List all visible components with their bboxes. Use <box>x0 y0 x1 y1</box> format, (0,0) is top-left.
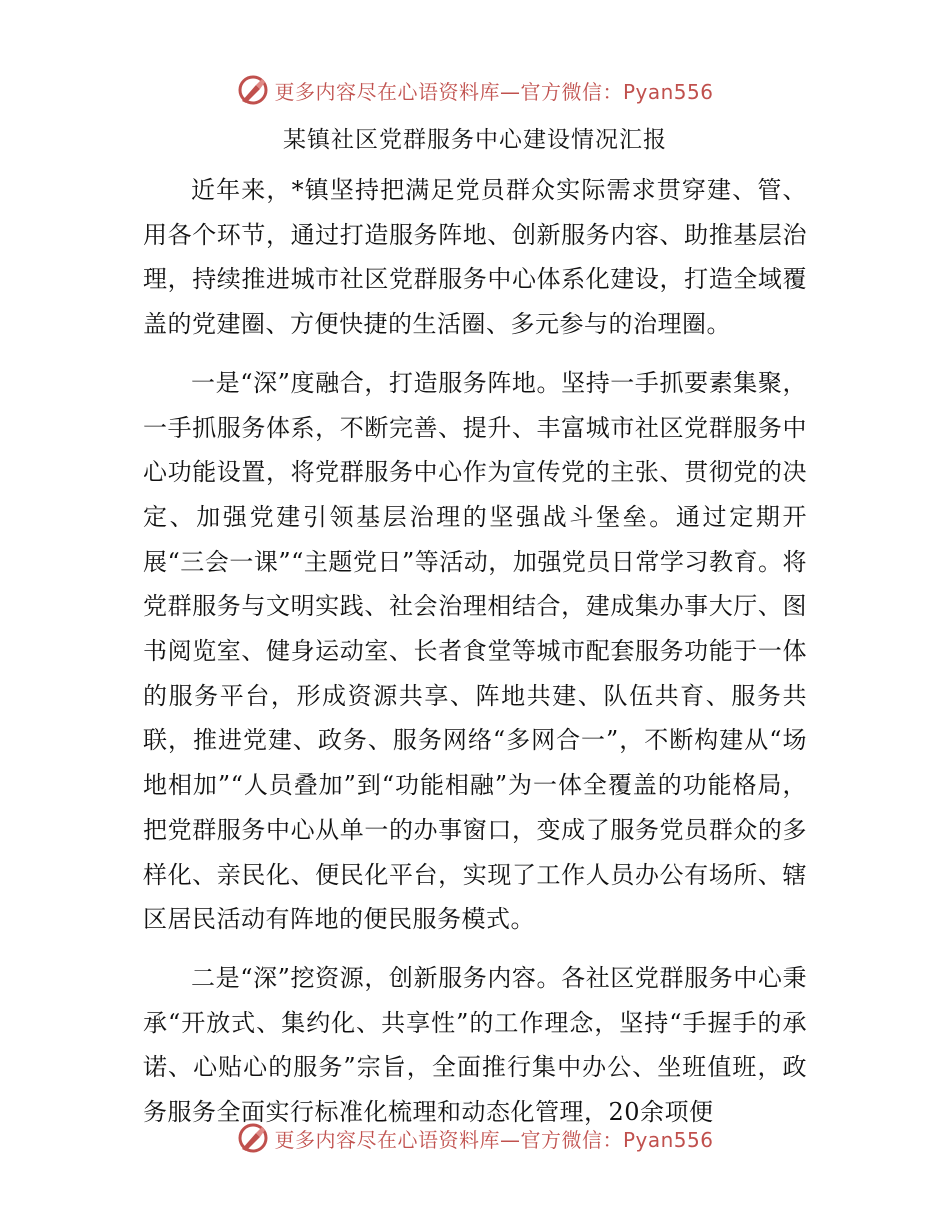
watermark-text: 更多内容尽在心语资料库—官方微信：Pyan556 <box>274 79 714 104</box>
paragraph-intro: 近年来，*镇坚持把满足党员群众实际需求贯穿建、管、用各个环节，通过打造服务阵地、创新服务内容、助推基层治理，持续推进城市社区党群服务中心体系化建设，打造全域覆盖的党建圈、方便快捷的生活圈、多元参与的治理圈。 <box>143 176 807 339</box>
paragraph-section-1: 一是“深”度融合，打造服务阵地。坚持一手抓要素集聚，一手抓服务体系，不断完善、提升、丰富城市社区党群服务中心功能设置，将党群服务中心作为宣传党的主张、贯彻党的决定、加强党建引领基层治理的坚强战斗堡垒。通过定期开展“三会一课”“主题党日”等活动，加强党员日常学习教育。将党群服务与文明实践、社会治理相结合，建成集办事大厅、图书阅览室、健身运动室、长者食堂等城市配套服务功能于一体的服务平台，形成资源共享、阵地共建、队伍共育、服务共联，推进党建、政务、服务网络“多网合一”，不断构建从“场地相加”“人员叠加”到“功能相融”为一体全覆盖的功能格局，把党群服务中心从单一的办事窗口，变成了服务党员群众的多样化、亲民化、便民化平台，实现了工作人员办公有场所、辖区居民活动有阵地的便民服务模式。 <box>143 368 807 934</box>
document-title: 某镇社区党群服务中心建设情况汇报 <box>283 127 667 153</box>
watermark-footer <box>0 1118 950 1158</box>
paragraph-section-2: 二是“深”挖资源，创新服务内容。各社区党群服务中心秉承“开放式、集约化、共享性”的工作理念，坚持“手握手的承诺、心贴心的服务”宗旨，全面推行集中办公、坐班值班，政务服务全面实行标准化梳理和动态化管理，20余项便 <box>143 963 807 1127</box>
watermark-logo-icon <box>236 73 270 107</box>
document-body <box>143 168 807 1149</box>
watermark-logo-icon <box>236 1121 270 1155</box>
watermark-text: 更多内容尽在心语资料库—官方微信：Pyan556 <box>274 1127 714 1152</box>
watermark-header <box>0 70 950 110</box>
